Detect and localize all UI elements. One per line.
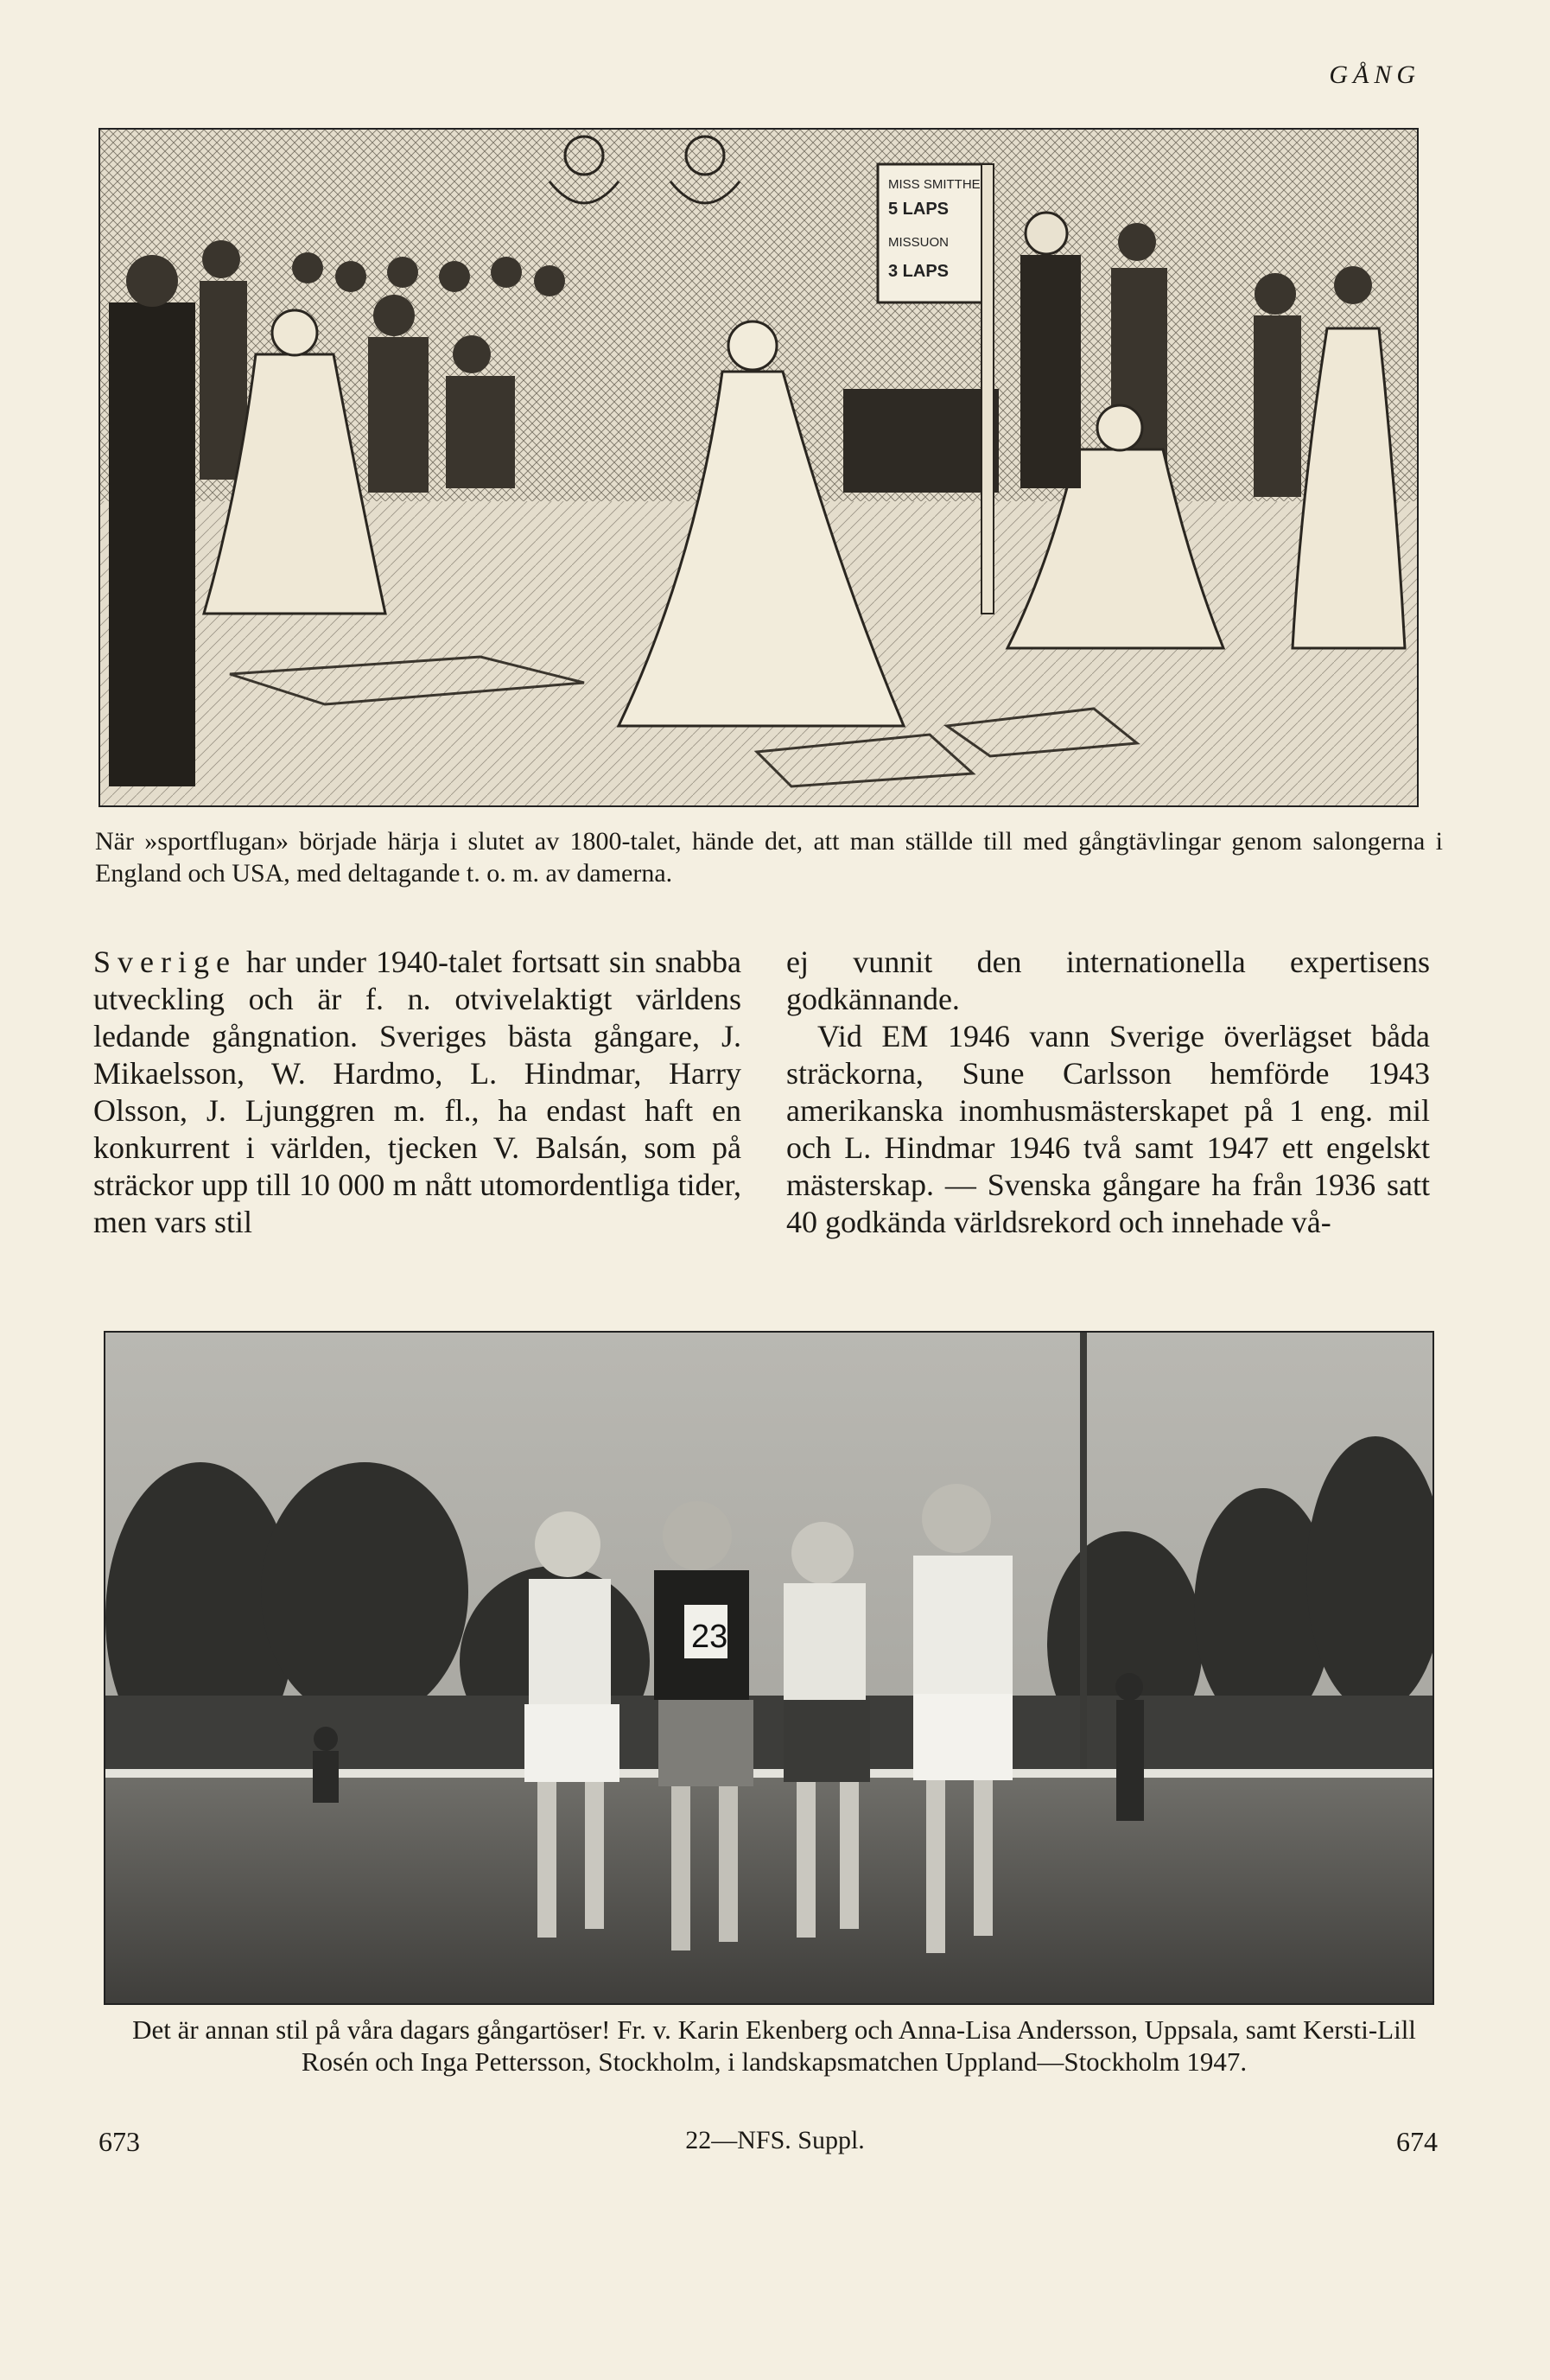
- figure-2-caption: Det är annan stil på våra dagars gångartöser! Fr. v. Karin Ekenberg och Anna-Lisa Andersson, Uppsala, samt Kersti-Lill Rosén och Inga Pettersson, Stockholm, i landskapsmatchen Uppland—Stockholm 1947.: [132, 2014, 1416, 2077]
- sign-line-1: MISS SMITTHE: [888, 177, 981, 192]
- right-column-paragraph-1: ej vunnit den internationella expertisens godkännande.: [786, 945, 1430, 1016]
- page-number-right: 674: [1396, 2126, 1438, 2157]
- right-column-paragraph-2: Vid EM 1946 vann Sverige överlägset båda sträckorna, Sune Carlsson hemförde 1943 amerikanska inomhusmästerskapet på 1 eng. mil och L. Hindmar 1946 två samt 1947 ett engelskt mästerskap. — Svenska gångare ha från 1936 satt 40 godkända världsrekord och innehade vå-: [786, 1019, 1430, 1239]
- sign-line-2: 5 LAPS: [888, 200, 950, 219]
- bib-number: 23: [691, 1619, 728, 1655]
- sign-line-4: 3 LAPS: [888, 262, 950, 281]
- salon-walking-race-engraving: [98, 128, 1419, 807]
- figure-1-caption: När »sportflugan» började härja i slutet av 1800-talet, hände det, att man ställde till med gångtävlingar genom salongerna i England och USA, med deltagande t. o. m. av damerna.: [95, 827, 1443, 888]
- engraving-illustration: [100, 130, 1417, 805]
- left-column-paragraph: [93, 944, 741, 1241]
- running-head: GÅNG: [1329, 60, 1420, 89]
- race-walkers-photograph: [105, 1333, 1432, 2003]
- left-column-text: har under 1940-talet fortsatt sin snabba utveckling och är f. n. otvivelaktigt världens ledande gångnation. Sveriges bästa gångare, J. Mikaelsson, W. Hardmo, L. Hindmar, Harry Olsson, J. Ljunggren m. fl., ha endast haft en konkurrent i världen, tjecken V. Balsán, som på sträckor upp till 10 000 m nått utomordentliga tider, men vars stil: [93, 945, 741, 1239]
- lead-word: Sverige: [93, 945, 237, 979]
- signature-mark: 22—NFS. Suppl.: [685, 2126, 865, 2154]
- sign-line-3: MISSUON: [888, 235, 950, 250]
- body-column-right: [786, 944, 1430, 1241]
- page-number-left: 673: [98, 2126, 140, 2157]
- body-column-left: [93, 944, 741, 1241]
- women-race-walkers-photo: [104, 1331, 1434, 2005]
